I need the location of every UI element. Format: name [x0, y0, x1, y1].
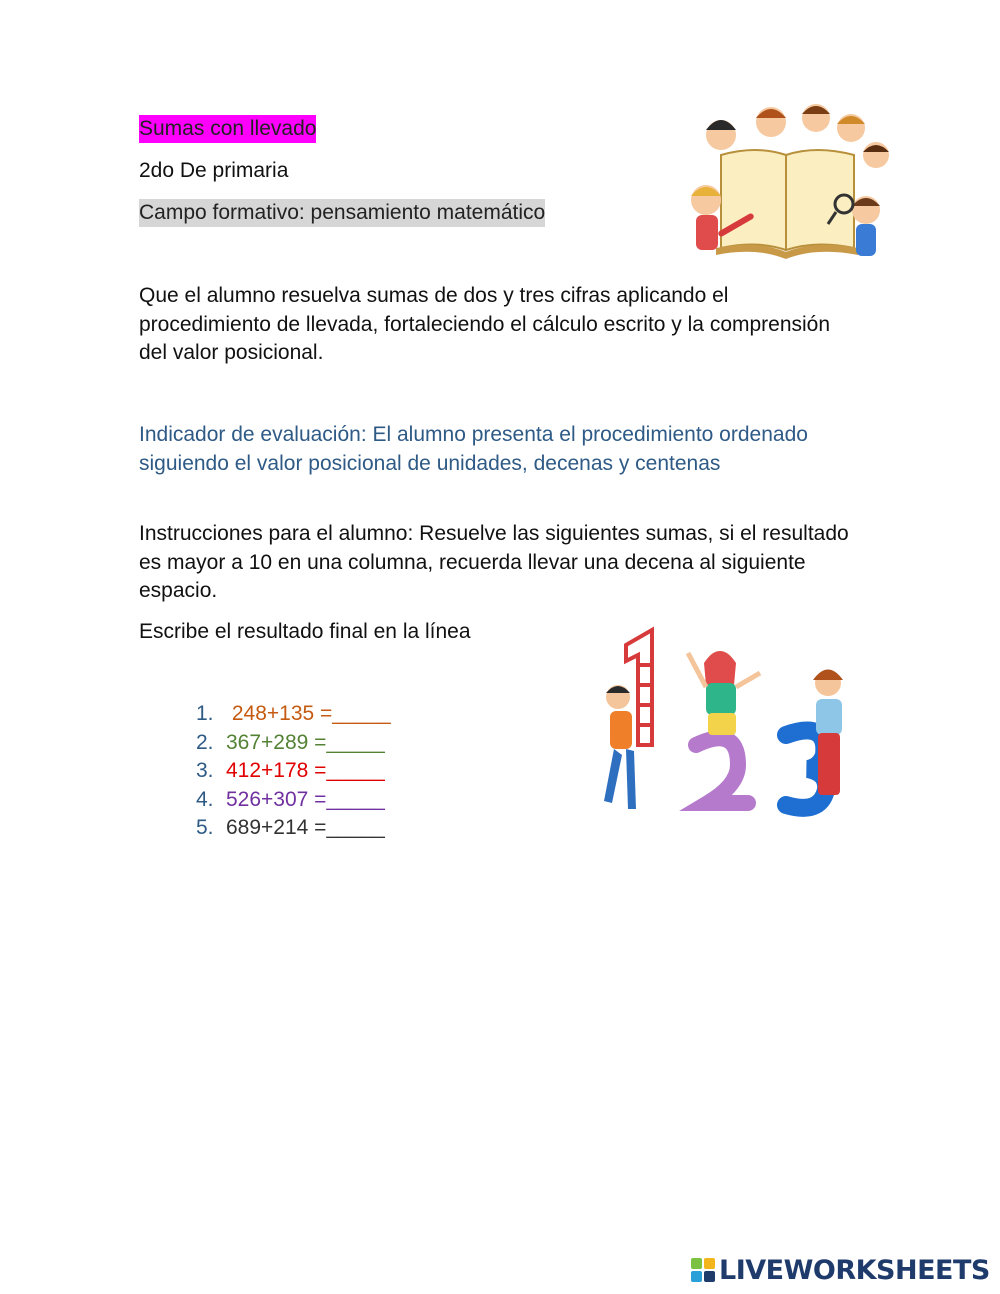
girl-icon	[688, 651, 760, 735]
exercise-number: 5.	[196, 816, 214, 839]
exercise-list	[196, 700, 391, 843]
exercise-number: 4.	[196, 787, 214, 811]
evaluation-indicator: Indicador de evaluación: El alumno presenta el procedimiento ordenado siguiendo el valor posicional de unidades, decenas y centenas	[139, 423, 808, 475]
student-instructions: Instrucciones para el alumno: Resuelve las siguientes sumas, si el resultado es mayor a 10 en una columna, recuerda llevar una decena al siguiente espacio.	[139, 522, 849, 602]
exercise-number: 3.	[196, 759, 214, 782]
boy-icon	[604, 685, 636, 809]
number-two-icon	[696, 738, 748, 803]
exercise-expression: 689+214 =	[226, 816, 327, 839]
kids-with-numbers-123-illustration	[588, 625, 868, 817]
exercise-expression: 526+307 =	[226, 787, 327, 811]
children-with-book-illustration	[676, 100, 898, 268]
exercise-number: 1.	[196, 702, 214, 725]
exercise-number: 2.	[196, 730, 214, 754]
exercise-item	[196, 757, 391, 786]
exercise-item	[196, 814, 391, 843]
liveworksheets-logo	[691, 1253, 990, 1287]
exercise-expression: 367+289 =	[226, 730, 327, 754]
grade-label: 2do De primaria	[139, 159, 289, 182]
exercise-item	[196, 786, 391, 815]
liveworksheets-logo-icon	[691, 1258, 715, 1282]
book-icon	[716, 150, 858, 259]
campo-formativo-label: Campo formativo: pensamiento matemático	[139, 199, 545, 227]
answer-blank[interactable]: _____	[326, 787, 385, 811]
answer-blank[interactable]: _____	[326, 816, 385, 839]
exercise-expression: 248+135 =	[226, 702, 333, 725]
exercise-item	[196, 700, 391, 729]
worksheet-title: Sumas con llevado	[139, 115, 316, 143]
answer-blank[interactable]: _____	[326, 759, 385, 782]
answer-blank[interactable]: _____	[332, 702, 391, 725]
exercise-item	[196, 729, 391, 758]
logo-text: LIVEWORKSHEETS	[719, 1254, 990, 1286]
objective-text: Que el alumno resuelva sumas de dos y tres cifras aplicando el procedimiento de llevada, fortaleciendo el cálculo escrito y la comprensión del valor posicional.	[139, 284, 831, 364]
exercise-expression: 412+178 =	[226, 759, 327, 782]
final-instruction: Escribe el resultado final en la línea	[139, 620, 471, 643]
answer-blank[interactable]: _____	[326, 730, 385, 754]
